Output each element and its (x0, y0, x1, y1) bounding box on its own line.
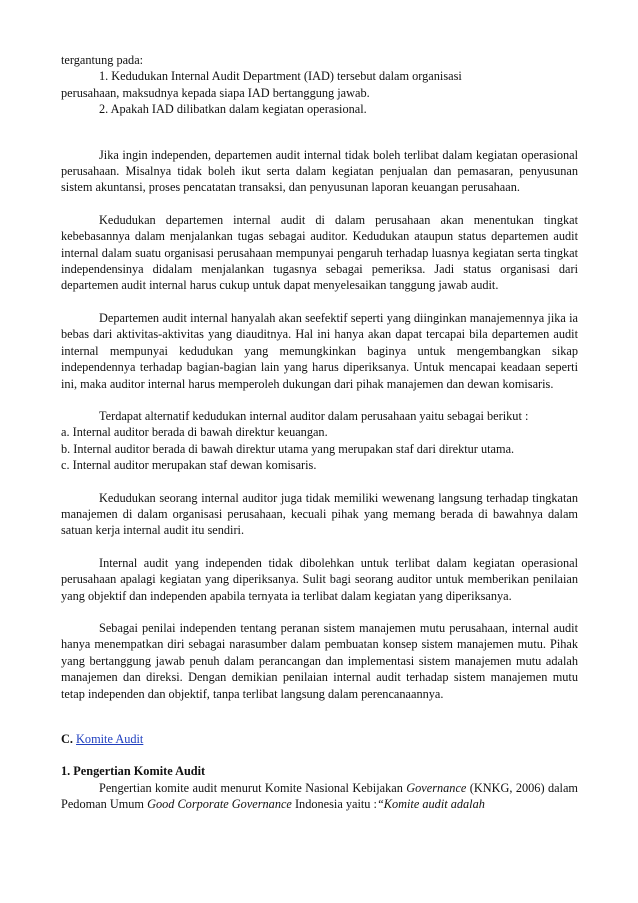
section-prefix: C. (61, 732, 73, 746)
alternative-b: b. Internal auditor berada di bawah direktur utama yang merupakan staf dari direktur utama. (61, 441, 515, 456)
definition-paragraph (61, 780, 578, 813)
definition-text-3: Indonesia yaitu : (291, 797, 377, 812)
section-heading (61, 731, 578, 747)
paragraph-7: Sebagai penilai independen tentang peranan sistem manajemen mutu perusahaan, internal audit hanya menempatkan diri sebagai narasumber dalam pembuatan konsep sistem manajemen mutu. Pihak yang bertanggung jawab penuh dalam perancangan dan implementasi sistem manajemen mutu adalah manajemen dan direksi. Dengan demikian penilaian internal audit terhadap sistem manajemen mutu tetap independen dan objektif, tanpa terlibat langsung dalam perencanaannya. (61, 620, 578, 701)
list-item-1: 1. Kedudukan Internal Audit Department (IAD) tersebut dalam organisasi (99, 69, 462, 84)
subheading-text: 1. Pengertian Komite Audit (61, 764, 206, 779)
definition-governance: Governance (406, 780, 467, 795)
paragraph-1: Jika ingin independen, departemen audit internal tidak boleh terlibat dalam kegiatan operasional perusahaan. Misalnya tidak boleh ikut serta dalam kegiatan penjualan dan pemasaran, penyusunan sistem akuntansi, proses pencatatan transaksi, dan penyusunan laporan keuangan perusahaan. (61, 147, 578, 195)
document-page (61, 52, 578, 813)
alternative-c: c. Internal auditor merupakan staf dewan komisaris. (61, 458, 317, 473)
subheading (61, 763, 578, 779)
list-item-2: 2. Apakah IAD dilibatkan dalam kegiatan operasional. (99, 102, 367, 117)
list-item-1-cont: perusahaan, maksudnya kepada siapa IAD bertanggung jawab. (61, 85, 370, 100)
alternative-a: a. Internal auditor berada di bawah direktur keuangan. (61, 425, 328, 440)
intro-line: tergantung pada: (61, 53, 144, 67)
definition-text-1: Pengertian komite audit menurut Komite Nasional Kebijakan (99, 780, 407, 795)
paragraph-4: Terdapat alternatif kedudukan internal auditor dalam perusahaan yaitu sebagai berikut : (99, 408, 529, 423)
paragraph-6: Internal audit yang independen tidak dibolehkan untuk terlibat dalam kegiatan operasional perusahaan apalagi kegiatan yang diperiksanya. Sulit bagi seorang auditor untuk memberikan penilaian yang objektif dan independen apabila ternyata ia terlibat dalam kegiatan yang diperiksanya. (61, 555, 578, 603)
paragraph-5: Kedudukan seorang internal auditor juga tidak memiliki wewenang langsung terhadap tingkatan manajemen di dalam organisasi perusahaan, kecuali pihak yang memang berada di bawahnya dalam satuan kerja internal audit itu sendiri. (61, 490, 578, 538)
definition-text-2: (KNKG, 2006) dalam Pedoman Umum (61, 780, 578, 812)
definition-quote: “Komite audit adalah (376, 797, 485, 812)
paragraph-3: Departemen audit internal hanyalah akan seefektif seperti yang diinginkan manajemennya jika ia bebas dari aktivitas-aktivitas yang diauditnya. Hal ini hanya akan dapat tercapai bila departemen audit internal mempunyai kedudukan yang memungkinkan baginya untuk mengembangkan sikap independennya terhadap bagian-bagian lain yang harus diperiksanya. Untuk mencapai keadaan seperti ini, maka auditor internal harus memperoleh dukungan dari pihak manajemen dan dewan komisaris. (61, 310, 578, 391)
komite-audit-link[interactable]: Komite Audit (76, 732, 144, 746)
definition-gcg: Good Corporate Governance (147, 797, 292, 812)
paragraph-2: Kedudukan departemen internal audit di dalam perusahaan akan menentukan tingkat kebebasannya dalam menjalankan tugas sebagai auditor. Kedudukan ataupun status departemen audit internal dalam suatu organisasi perusahaan mempunyai pengaruh terhadap luasnya kegiatan serta tingkat independensinya didalam menjalankan tugasnya sebagai pemeriksa. Jadi status organisasi dari departemen audit internal harus cukup untuk dapat menyelesaikan tanggung jawab audit. (61, 212, 578, 293)
